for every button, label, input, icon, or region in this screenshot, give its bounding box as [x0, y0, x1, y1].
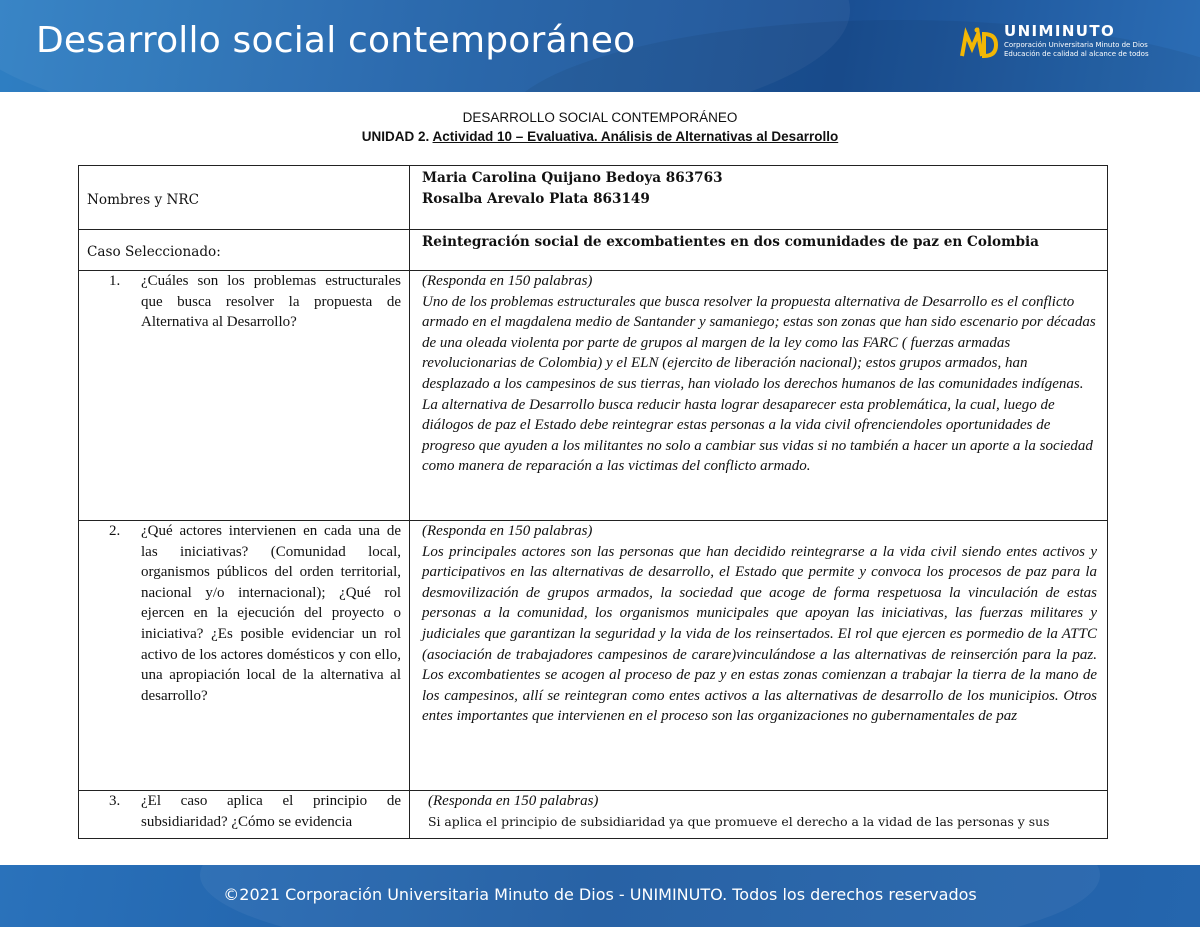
logo-tagline: Educación de calidad al alcance de todos — [1004, 50, 1149, 58]
document-title: DESARROLLO SOCIAL CONTEMPORÁNEO — [462, 110, 738, 125]
table-row — [79, 271, 1108, 521]
table-cell — [79, 271, 410, 521]
table-cell — [79, 791, 410, 839]
question-1 — [79, 271, 409, 333]
table-row — [79, 791, 1108, 839]
answer-hint: (Responda en 150 palabras) — [422, 523, 593, 539]
table-cell — [410, 230, 1108, 271]
uniminuto-logo — [960, 22, 1160, 64]
question-text: ¿Qué actores intervienen en cada una de las iniciativas? (Comunidad local, organismos públicos del orden territorial, nacional y/o internacional); ¿Qué rol ejercen en la ejecución del proyecto o iniciativa? ¿Es posible evidenciar un rol activo de los actores domésticos y con ello, una apropiación local de la alternativa al desarrollo? — [141, 523, 401, 704]
table-cell — [79, 166, 410, 230]
case-label: Caso Seleccionado: — [87, 244, 221, 260]
logo-subtitle: Corporación Universitaria Minuto de Dios — [1004, 41, 1148, 49]
unit-label: UNIDAD 2. — [361, 129, 433, 144]
student-name: Rosalba Arevalo Plata 863149 — [422, 191, 650, 207]
student-names — [410, 166, 1107, 212]
table-row — [79, 166, 1108, 230]
table-row — [79, 230, 1108, 271]
student-name: Maria Carolina Quijano Bedoya 863763 — [422, 170, 723, 186]
copyright-text: ©2021 Corporación Universitaria Minuto de Dios - UNIMINUTO. Todos los derechos reservados — [223, 885, 977, 904]
answer-text: Uno de los problemas estructurales que busca resolver la propuesta alternativa de Desarrollo es el conflicto armado en el magdalena medio de Santander y samaniego; estas son zonas que han sido escenario por décadas de una oleada violenta por parte de grupos al margen de la ley como las FARC ( fuerzas armadas revolucionarias de Colombia) y el ELN (ejercito de liberación nacional); estos grupos armados, han desplazado a los campesinos de sus tierras, han violado los derechos humanos de las comunidades indígenas. La alternativa de Desarrollo busca reducir hasta lograr desaparecer esta problemática, la cual, luego de diálogos de paz el Estado debe reintegrar estas personas a la vida civil ofrenciendoles oportunidades de progreso que ayuden a los militantes no solo a cambiar sus vidas si no también a hacer un aporte a la sociedad como manera de reparación a las victimas del conflicto armado. — [422, 293, 1096, 475]
question-number: 2. — [109, 523, 121, 539]
table-cell — [410, 166, 1108, 230]
header-banner — [0, 0, 1200, 92]
activity-title: Actividad 10 – Evaluativa. Análisis de Alternativas al Desarrollo — [432, 129, 839, 144]
answer-text: Los principales actores son las personas que han decidido reintegrarse a la vida civil siendo entes activos y participativos en las alternativas de desarrollo, el Estado que permite y convoca los procesos de paz para la desmovilización de grupos armados, la sociedad que acoge de forma respetuosa la vinculación de estas personas a la comunidad, los organismos municipales que apoyan las iniciativas, las fuerzas militares y judiciales que garantizan la seguridad y la vida de los reinsertados. El rol que ejercen es pormedio de la ATTC (asociación de trabajadores campesinos de carare)vinculándose a las alternativas de reinserción para la paz. Los excombatientes se acogen al proceso de paz y en estas zonas comienzan a trabajar la tierra de la mano de los campesinos, allí se reintegran como entes activos a las alternativas de desarrollo de los municipios. Otros entes importantes que intervienen en el proceso son las organizaciones no gubernamentales de paz — [422, 543, 1097, 725]
answer-2 — [410, 521, 1107, 727]
answer-text: Si aplica el principio de subsidiaridad ya que promueve el derecho a la vidad de las personas y sus — [428, 813, 1050, 829]
table-cell — [79, 521, 410, 791]
answer-hint: (Responda en 150 palabras) — [422, 273, 593, 289]
activity-table — [78, 165, 1108, 839]
question-text: ¿Cuáles son los problemas estructurales que busca resolver la propuesta de Alternativa al Desarrollo? — [141, 273, 401, 331]
question-3 — [79, 791, 409, 832]
table-cell — [410, 521, 1108, 791]
footer-banner — [0, 865, 1200, 927]
course-title: Desarrollo social contemporáneo — [36, 20, 636, 61]
question-2 — [79, 521, 409, 706]
table-cell — [410, 791, 1108, 839]
document-subtitle — [0, 127, 1200, 146]
question-number: 3. — [109, 793, 121, 809]
answer-hint: (Responda en 150 palabras) — [428, 793, 599, 809]
answer-3 — [410, 791, 1107, 832]
answer-1 — [410, 271, 1107, 477]
names-label: Nombres y NRC — [87, 192, 200, 208]
logo-name: UNIMINUTO — [1004, 22, 1116, 40]
uniminuto-logo-icon — [960, 26, 998, 60]
table-cell — [410, 271, 1108, 521]
question-text: ¿El caso aplica el principio de subsidiaridad? ¿Cómo se evidencia — [141, 793, 401, 830]
table-row — [79, 521, 1108, 791]
question-number: 1. — [109, 273, 121, 289]
table-cell — [79, 230, 410, 271]
document-heading — [0, 108, 1200, 146]
case-value: Reintegración social de excombatientes en dos comunidades de paz en Colombia — [422, 234, 1039, 250]
